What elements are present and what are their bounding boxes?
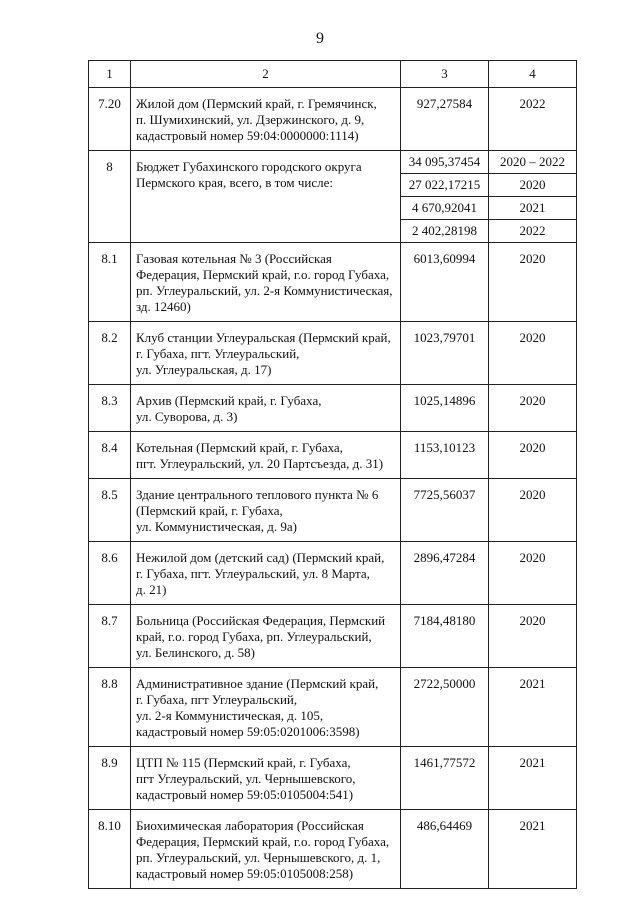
row-year: 2021 [489,197,577,220]
row-amount: 27 022,17215 [401,174,489,197]
description-line: Административное здание (Пермский край, [136,676,379,691]
row-year: 2020 [489,432,577,479]
header-cell: 1 [89,61,131,88]
row-number: 8.3 [89,385,131,432]
row-amount: 1153,10123 [401,432,489,479]
row-description [131,605,401,668]
row-amount: 1461,77572 [401,747,489,810]
table-row [89,322,577,385]
table-row [89,479,577,542]
description-line: кадастровый номер 59:05:0105004:541) [136,787,354,802]
row-number: 8.9 [89,747,131,810]
table-row [89,151,577,174]
row-amount: 7725,56037 [401,479,489,542]
budget-table [88,60,577,889]
row-number: 8.4 [89,432,131,479]
header-cell: 2 [131,61,401,88]
row-description [131,668,401,747]
description-line: г. Губаха, пгт Углеуральский, [136,692,298,707]
row-year: 2022 [489,88,577,151]
table-header-row [89,61,577,88]
description-line: Нежилой дом (детский сад) (Пермский край, [136,550,385,565]
description-line: зд. 12460) [136,299,191,314]
row-year: 2020 [489,174,577,197]
table-row [89,432,577,479]
row-year: 2020 – 2022 [489,151,577,174]
row-description [131,810,401,889]
description-line: п. Шумихинский, ул. Дзержинского, д. 9, [136,112,365,127]
description-line: (Пермский край, г. Губаха, [136,503,283,518]
row-amount: 1025,14896 [401,385,489,432]
description-line: край, г.о. город Губаха, рп. Углеуральский, [136,629,372,644]
header-cell: 3 [401,61,489,88]
row-description [131,322,401,385]
description-line: Клуб станции Углеуральская (Пермский край, [136,330,391,345]
table-row [89,668,577,747]
row-number: 8.1 [89,243,131,322]
description-line: пгт Углеуральский, ул. Чернышевского, [136,771,356,786]
row-year: 2020 [489,605,577,668]
description-line: Здание центрального теплового пункта № 6 [136,487,379,502]
row-number: 8.7 [89,605,131,668]
row-amount: 7184,48180 [401,605,489,668]
row-amount: 34 095,37454 [401,151,489,174]
table-row [89,747,577,810]
row-amount: 6013,60994 [401,243,489,322]
row-amount: 1023,79701 [401,322,489,385]
description-line: Котельная (Пермский край, г. Губаха, [136,440,343,455]
description-line: ул. Коммунистическая, д. 9а) [136,519,297,534]
row-description [131,479,401,542]
description-line: Газовая котельная № 3 (Российская [136,251,332,266]
row-year: 2020 [489,385,577,432]
row-year: 2020 [489,243,577,322]
row-number: 7.20 [89,88,131,151]
row-number: 8.5 [89,479,131,542]
table-row [89,810,577,889]
row-description [131,243,401,322]
description-line: Федерация, Пермский край, г.о. город Губаха, [136,834,390,849]
row-number: 8.2 [89,322,131,385]
description-line: кадастровый номер 59:04:0000000:1114) [136,128,359,143]
row-year: 2021 [489,747,577,810]
row-description [131,542,401,605]
description-line: г. Губаха, пгт. Углеуральский, ул. 8 Марта, [136,566,370,581]
row-number: 8 [89,151,131,243]
description-line: пгт. Углеуральский, ул. 20 Партсъезда, д. 31) [136,456,384,471]
description-line: д. 21) [136,582,167,597]
description-line: Жилой дом (Пермский край, г. Гремячинск, [136,96,377,111]
description-line: кадастровый номер 59:05:0105008:258) [136,866,354,881]
row-year: 2021 [489,810,577,889]
row-year: 2020 [489,322,577,385]
row-description [131,747,401,810]
description-line: рп. Углеуральский, ул. Чернышевского, д. 1, [136,850,381,865]
description-line: Биохимическая лаборатория (Российская [136,818,364,833]
description-line: ЦТП № 115 (Пермский край, г. Губаха, [136,755,351,770]
row-number: 8.6 [89,542,131,605]
description-line: Архив (Пермский край, г. Губаха, [136,393,322,408]
row-year: 2021 [489,668,577,747]
description-line: Больница (Российская Федерация, Пермский [136,613,386,628]
row-description [131,432,401,479]
description-line: Федерация, Пермский край, г.о. город Губаха, [136,267,390,282]
row-description [131,151,401,243]
row-amount: 4 670,92041 [401,197,489,220]
description-line: кадастровый номер 59:05:0201006:3598) [136,724,360,739]
table-row [89,605,577,668]
description-line: ул. Белинского, д. 58) [136,645,255,660]
row-year: 2022 [489,220,577,243]
row-description [131,88,401,151]
row-description [131,385,401,432]
row-amount: 2 402,28198 [401,220,489,243]
row-amount: 927,27584 [401,88,489,151]
table-row [89,542,577,605]
row-amount: 486,64469 [401,810,489,889]
description-line: ул. 2-я Коммунистическая, д. 105, [136,708,324,723]
row-number: 8.8 [89,668,131,747]
row-number: 8.10 [89,810,131,889]
row-year: 2020 [489,479,577,542]
description-line: Бюджет Губахинского городского округа [136,159,362,174]
description-line: Пермского края, всего, в том числе: [136,175,333,190]
description-line: ул. Углеуральская, д. 17) [136,362,272,377]
table-row [89,88,577,151]
row-amount: 2722,50000 [401,668,489,747]
table-row [89,243,577,322]
description-line: ул. Суворова, д. 3) [136,409,238,424]
description-line: г. Губаха, пгт. Углеуральский, [136,346,300,361]
row-year: 2020 [489,542,577,605]
description-line: рп. Углеуральский, ул. 2-я Коммунистическая, [136,283,393,298]
table-row [89,385,577,432]
page-number: 9 [316,30,324,47]
row-amount: 2896,47284 [401,542,489,605]
header-cell: 4 [489,61,577,88]
